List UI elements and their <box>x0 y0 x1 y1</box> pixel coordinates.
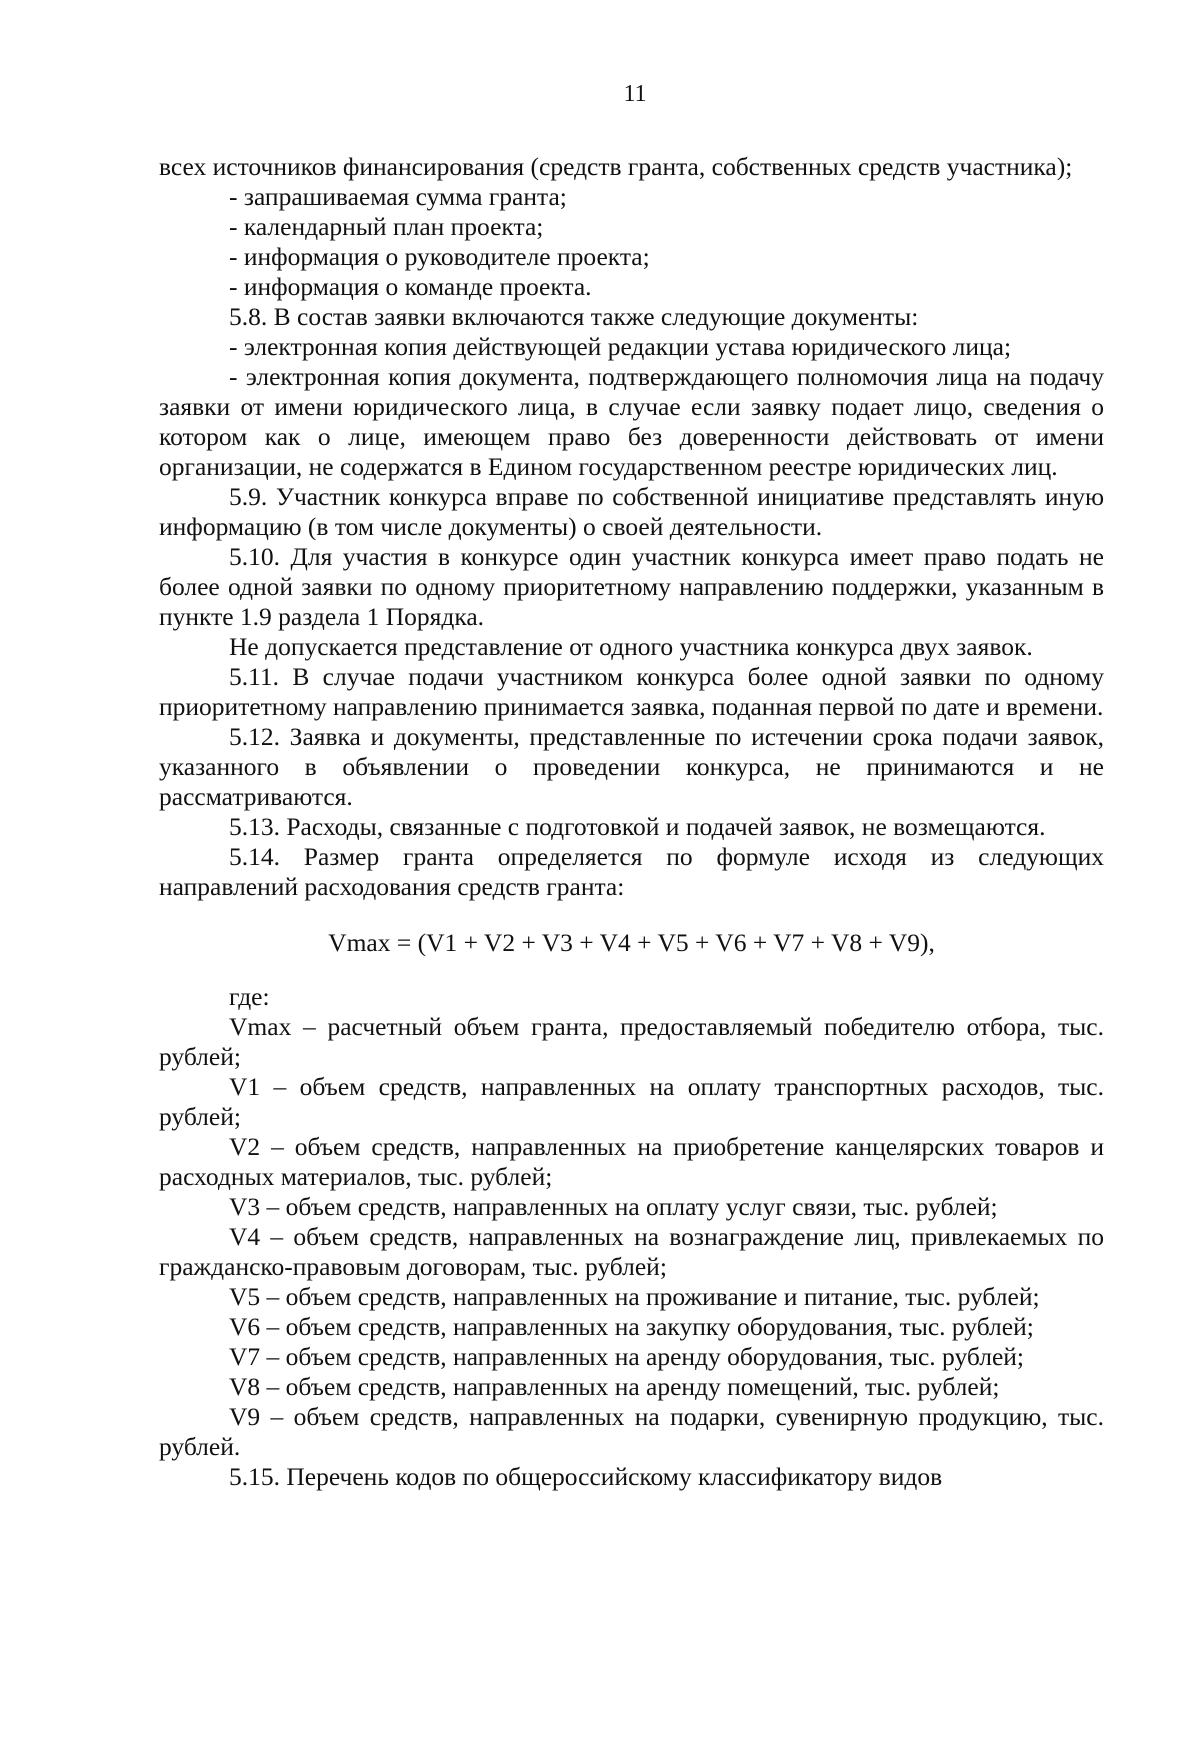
paragraph: V5 – объем средств, направленных на проживание и питание, тыс. рублей; <box>229 1282 1040 1311</box>
paragraph: - запрашиваемая сумма гранта; <box>229 182 567 211</box>
paragraph: всех источников финансирования (средств гранта, собственных средств участника); <box>159 152 1073 181</box>
paragraph: V4 – объем средств, направленных на вознаграждение лиц, привлекаемых по гражданско-правовым договорам, тыс. рублей; <box>159 1222 1104 1281</box>
paragraph: 5.10. Для участия в конкурсе один участник конкурса имеет право подать не более одной заявки по одному приоритетному направлению поддержки, указанным в пункте 1.9 раздела 1 Порядка. <box>159 542 1104 631</box>
paragraph: V9 – объем средств, направленных на подарки, сувенирную продукцию, тыс. рублей. <box>159 1402 1104 1461</box>
paragraph: - электронная копия действующей редакции устава юридического лица; <box>229 332 1012 361</box>
paragraph: Vmax – расчетный объем гранта, предоставляемый победителю отбора, тыс. рублей; <box>159 1012 1104 1071</box>
text-block-after-formula <box>159 982 1104 1492</box>
paragraph: 5.11. В случае подачи участником конкурса более одной заявки по одному приоритетному направлению принимается заявка, поданная первой по дате и времени. <box>159 662 1104 721</box>
paragraph: 5.8. В состав заявки включаются также следующие документы: <box>229 302 919 331</box>
paragraph: V2 – объем средств, направленных на приобретение канцелярских товаров и расходных материалов, тыс. рублей; <box>159 1132 1104 1191</box>
paragraph: V6 – объем средств, направленных на закупку оборудования, тыс. рублей; <box>229 1312 1034 1341</box>
paragraph: - электронная копия документа, подтверждающего полномочия лица на подачу заявки от имени юридического лица, в случае если заявку подает лицо, сведения о котором как о лице, имеющем право без доверенности действовать от имени организации, не содержатся в Едином государственном реестре юридических лиц. <box>159 362 1104 481</box>
paragraph: V3 – объем средств, направленных на оплату услуг связи, тыс. рублей; <box>229 1192 998 1221</box>
paragraph: 5.12. Заявка и документы, представленные по истечении срока подачи заявок, указанного в объявлении о проведении конкурса, не принимаются и не рассматриваются. <box>159 722 1104 811</box>
paragraph: - информация о руководителе проекта; <box>229 242 650 271</box>
paragraph: 5.14. Размер гранта определяется по формуле исходя из следующих направлений расходования средств гранта: <box>159 842 1104 901</box>
text-block-before-formula <box>159 152 1104 902</box>
paragraph: 5.13. Расходы, связанные с подготовкой и подачей заявок, не возмещаются. <box>229 812 1046 841</box>
paragraph: - информация о команде проекта. <box>229 272 592 301</box>
paragraph: V8 – объем средств, направленных на аренду помещений, тыс. рублей; <box>229 1372 1000 1401</box>
page-content <box>159 152 1104 1492</box>
page-number: 11 <box>623 81 647 107</box>
paragraph: V7 – объем средств, направленных на аренду оборудования, тыс. рублей; <box>229 1342 1024 1371</box>
paragraph: 5.15. Перечень кодов по общероссийскому классификатору видов <box>229 1462 943 1491</box>
grant-formula: Vmax = (V1 + V2 + V3 + V4 + V5 + V6 + V7 + V8 + V9), <box>328 928 935 957</box>
paragraph: V1 – объем средств, направленных на оплату транспортных расходов, тыс. рублей; <box>159 1072 1104 1131</box>
paragraph: Не допускается представление от одного участника конкурса двух заявок. <box>229 632 1033 661</box>
paragraph: где: <box>229 982 270 1011</box>
paragraph: 5.9. Участник конкурса вправе по собственной инициативе представлять иную информацию (в том числе документы) о своей деятельности. <box>159 482 1104 541</box>
paragraph: - календарный план проекта; <box>229 212 544 241</box>
